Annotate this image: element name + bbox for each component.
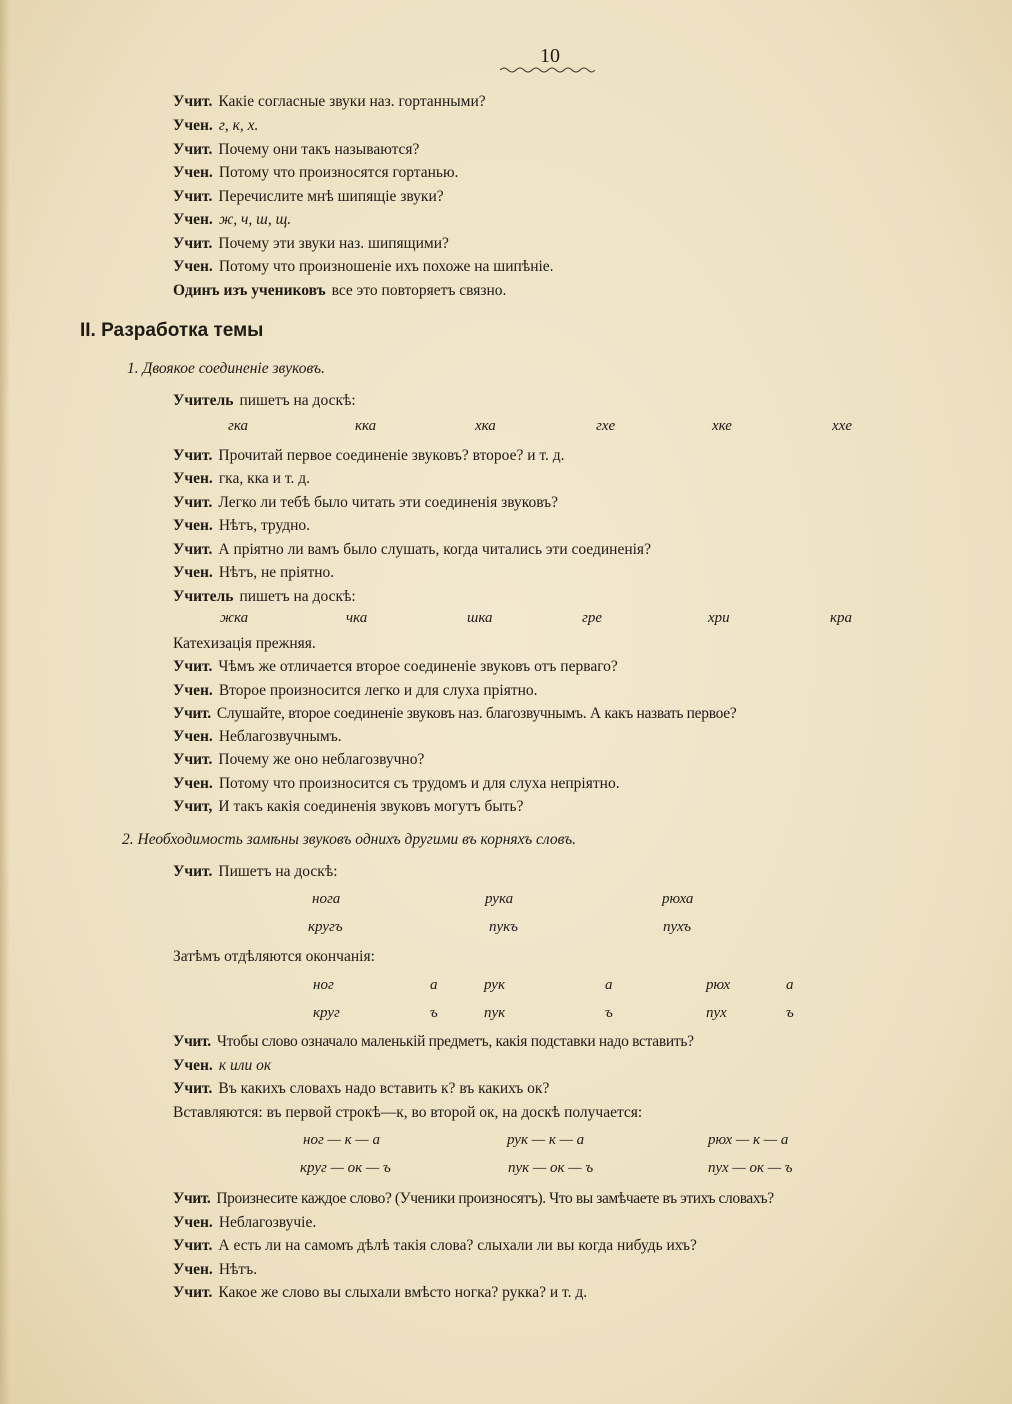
teacher-writes-line: Учитель пишетъ на доскѣ: (173, 588, 356, 605)
board-ending: а (430, 977, 438, 993)
subsection-title-2: 2. Необходимость замѣны звуковъ однихъ другими въ корняхъ словъ. (122, 831, 577, 848)
dialogue-line: Учен. Неблагозвучіе. (173, 1214, 317, 1231)
teacher-writes-line: Учитель пишетъ на доскѣ: (173, 392, 356, 409)
dialogue-line: Учит. Произнесите каждое слово? (Ученики произносятъ). Что вы замѣчаете въ этихъ словахъ? (173, 1190, 774, 1207)
dialogue-line: Учен. Нѣтъ, не пріятно. (173, 564, 335, 581)
dialogue-line: Учит. Въ какихъ словахъ надо вставить к? въ какихъ ок? (173, 1080, 550, 1097)
section-heading: II. Разработка темы (80, 320, 264, 341)
board-word: нога (312, 891, 341, 907)
board-ending: ъ (605, 1005, 613, 1021)
board-formula: рук — к — а (507, 1132, 585, 1148)
dialogue-line: Учен. Второе произносится легко и для слуха пріятно. (173, 682, 538, 699)
board-syllable: гхе (596, 418, 616, 434)
dialogue-line: Учен. Неблагозвучнымъ. (173, 728, 342, 745)
board-word: пухъ (663, 919, 692, 935)
board-word: пукъ (489, 919, 518, 935)
dialogue-line: Учит. А есть ли на самомъ дѣлѣ такія слова? слыхали ли вы когда нибудь ихъ? (173, 1237, 697, 1254)
board-formula: круг — ок — ъ (300, 1160, 391, 1176)
dialogue-line: Учит. Перечислите мнѣ шипящіе звуки? (173, 188, 444, 205)
dialogue-line: Учен. ж, ч, ш, щ. (173, 211, 292, 228)
endings-intro: Затѣмъ отдѣляются окончанія: (173, 948, 375, 965)
teacher-writes-line: Учит. Пишетъ на доскѣ: (173, 863, 338, 880)
dialogue-line: Учен. Потому что произносятся гортанью. (173, 164, 459, 181)
board-syllable: шка (467, 610, 493, 626)
dialogue-line: Учен. Нѣтъ, трудно. (173, 517, 311, 534)
page-number: 10 (540, 45, 560, 67)
dialogue-line: Учит. Чѣмъ же отличается второе соединеніе звуковъ отъ перваго? (173, 658, 618, 675)
katekhization-line: Катехизація прежняя. (173, 635, 316, 652)
dialogue-line: Учит. Почему эти звуки наз. шипящими? (173, 235, 449, 252)
dialogue-line: Учен. гка, кка и т. д. (173, 470, 310, 487)
dialogue-line: Одинъ изъ учениковъ все это повторяетъ связно. (173, 282, 507, 299)
dialogue-line: Учит. Легко ли тебѣ было читать эти соединенія звуковъ? (173, 494, 559, 511)
board-syllable: хке (712, 418, 732, 434)
insert-line: Вставляются: въ первой строкѣ—к, во второй ок, на доскѣ получается: (173, 1104, 643, 1121)
board-root: ног (313, 977, 334, 993)
dialogue-line: Учит. Какіе согласные звуки наз. гортанными? (173, 93, 486, 110)
dialogue-line: Учит. А пріятно ли вамъ было слушать, когда читались эти соединенія? (173, 541, 651, 558)
board-formula: ног — к — а (303, 1132, 380, 1148)
dialogue-line: Учит. Прочитай первое соединеніе звуковъ? второе? и т. д. (173, 447, 565, 464)
board-ending: ъ (430, 1005, 438, 1021)
board-syllable: кка (355, 418, 377, 434)
dialogue-line: Учит, И такъ какія соединенія звуковъ могутъ быть? (173, 798, 524, 815)
board-syllable: гре (582, 610, 603, 626)
dialogue-line: Учит. Слушайте, второе соединеніе звуковъ наз. благозвучнымъ. А какъ назвать первое? (173, 705, 737, 722)
dialogue-line: Учит. Какое же слово вы слыхали вмѣсто ногка? рукка? и т. д. (173, 1284, 588, 1301)
board-root: пух (706, 1005, 727, 1021)
board-word: рука (485, 891, 514, 907)
dialogue-line: Учит. Почему они такъ называются? (173, 141, 420, 158)
board-formula: пух — ок — ъ (708, 1160, 793, 1176)
board-root: рюх (706, 977, 731, 993)
ornament-squiggle (500, 66, 595, 74)
board-syllable: гка (228, 418, 248, 434)
board-syllable: жка (220, 610, 249, 626)
dialogue-line: Учит. Почему же оно неблагозвучно? (173, 751, 425, 768)
dialogue-line: Учен. г, к, х. (173, 117, 259, 134)
board-syllable: хка (475, 418, 496, 434)
dialogue-line: Учен. Потому что произношеніе ихъ похоже на шипѣніе. (173, 258, 554, 275)
board-ending: а (605, 977, 613, 993)
dialogue-line: Учен. к или ок (173, 1057, 272, 1074)
dialogue-line: Учит. Чтобы слово означало маленькій предметъ, какія подставки надо вставить? (173, 1033, 694, 1050)
board-syllable: хxe (832, 418, 852, 434)
dialogue-line: Учен. Потому что произносится съ трудомъ и для слуха непріятно. (173, 775, 620, 792)
board-syllable: кра (830, 610, 853, 626)
board-formula: рюх — к — а (708, 1132, 789, 1148)
board-syllable: чка (346, 610, 368, 626)
dialogue-line: Учен. Нѣтъ. (173, 1261, 258, 1278)
board-formula: пук — ок — ъ (508, 1160, 594, 1176)
page-edge-shadow (0, 0, 10, 1404)
board-root: рук (484, 977, 505, 993)
board-ending: а (786, 977, 794, 993)
board-word: рюха (662, 891, 694, 907)
board-ending: ъ (786, 1005, 794, 1021)
subsection-title-1: 1. Двоякое соединеніе звуковъ. (127, 360, 325, 377)
board-word: кругъ (308, 919, 343, 935)
board-syllable: хри (708, 610, 730, 626)
board-root: круг (313, 1005, 340, 1021)
board-root: пук (484, 1005, 506, 1021)
